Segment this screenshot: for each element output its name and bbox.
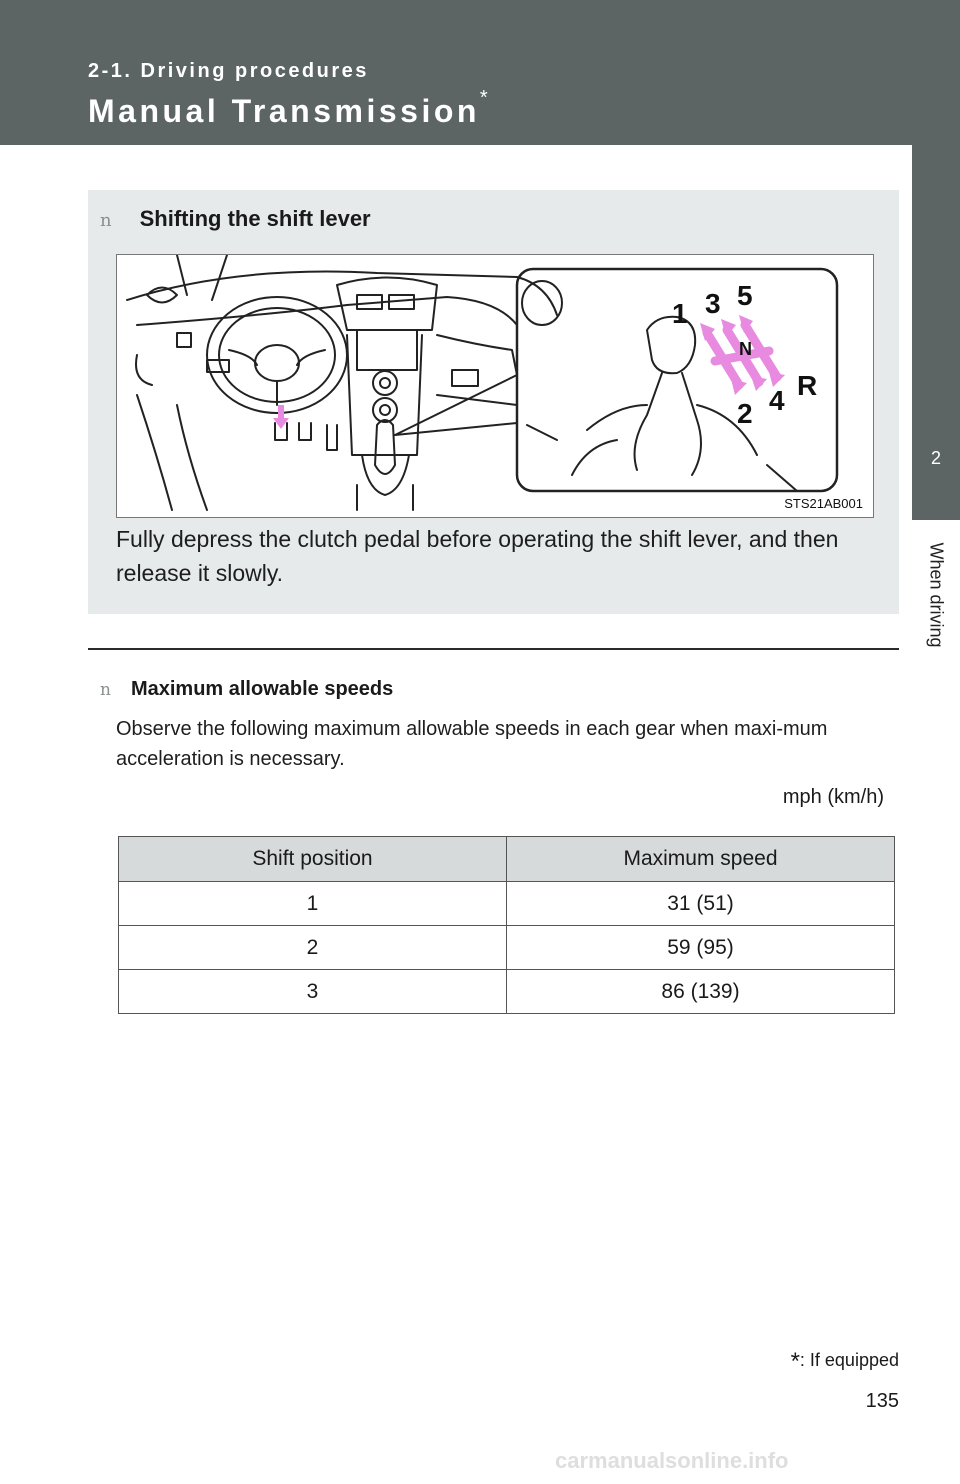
chapter-tab-number: 2 xyxy=(930,448,941,468)
gear-2-label: 2 xyxy=(737,398,753,429)
speeds-description: Observe the following maximum allowable speeds in each gear when maxi-mum acceleration is necessary. xyxy=(116,718,828,770)
max-speed-cell: 31 (51) xyxy=(507,882,895,926)
shift-position-cell: 3 xyxy=(119,970,507,1014)
column-header-shift-position: Shift position xyxy=(119,837,507,882)
chapter-tab-label: When driving xyxy=(926,542,947,648)
max-speed-table xyxy=(118,836,895,1014)
if-equipped-mark: * xyxy=(479,87,488,109)
max-speed-cell: 86 (139) xyxy=(507,970,895,1014)
max-speed-cell: 59 (95) xyxy=(507,926,895,970)
speeds-heading xyxy=(100,678,394,701)
shift-lever-illustration xyxy=(116,254,874,518)
footnote-text: : If equipped xyxy=(799,1350,899,1370)
table-row xyxy=(119,882,895,926)
cockpit-drawing xyxy=(117,255,873,517)
gear-3-label: 3 xyxy=(705,288,721,319)
figure-code: STS21AB001 xyxy=(784,496,863,511)
shifting-heading xyxy=(100,206,371,232)
shift-position-cell: 1 xyxy=(119,882,507,926)
if-equipped-footnote xyxy=(791,1348,899,1376)
square-bullet-icon: n xyxy=(100,210,112,231)
page-number: 135 xyxy=(865,1390,899,1412)
asterisk-icon: * xyxy=(790,1348,800,1375)
clutch-instruction: Fully depress the clutch pedal before operating the shift lever, and then release it slowly. xyxy=(116,526,839,586)
section-label: 2-1. Driving procedures xyxy=(88,60,369,82)
gear-n-label: N xyxy=(739,339,752,359)
gear-5-label: 5 xyxy=(737,280,753,311)
gear-r-label: R xyxy=(797,370,818,401)
table-header-row xyxy=(119,837,895,882)
column-header-maximum-speed: Maximum speed xyxy=(507,837,895,882)
table-row xyxy=(119,926,895,970)
gear-4-label: 4 xyxy=(769,385,785,416)
shift-position-cell: 2 xyxy=(119,926,507,970)
page-title-text: Manual Transmission xyxy=(88,93,480,129)
watermark: carmanualsonline.info xyxy=(555,1448,789,1473)
gear-1-label: 1 xyxy=(672,298,688,329)
page-title xyxy=(88,87,488,130)
square-bullet-icon: n xyxy=(100,680,111,700)
table-row xyxy=(119,970,895,1014)
speed-units: mph (km/h) xyxy=(782,786,884,808)
section-divider xyxy=(88,648,899,650)
speeds-heading-text: Maximum allowable speeds xyxy=(130,678,394,700)
shifting-heading-text: Shifting the shift lever xyxy=(139,206,371,231)
